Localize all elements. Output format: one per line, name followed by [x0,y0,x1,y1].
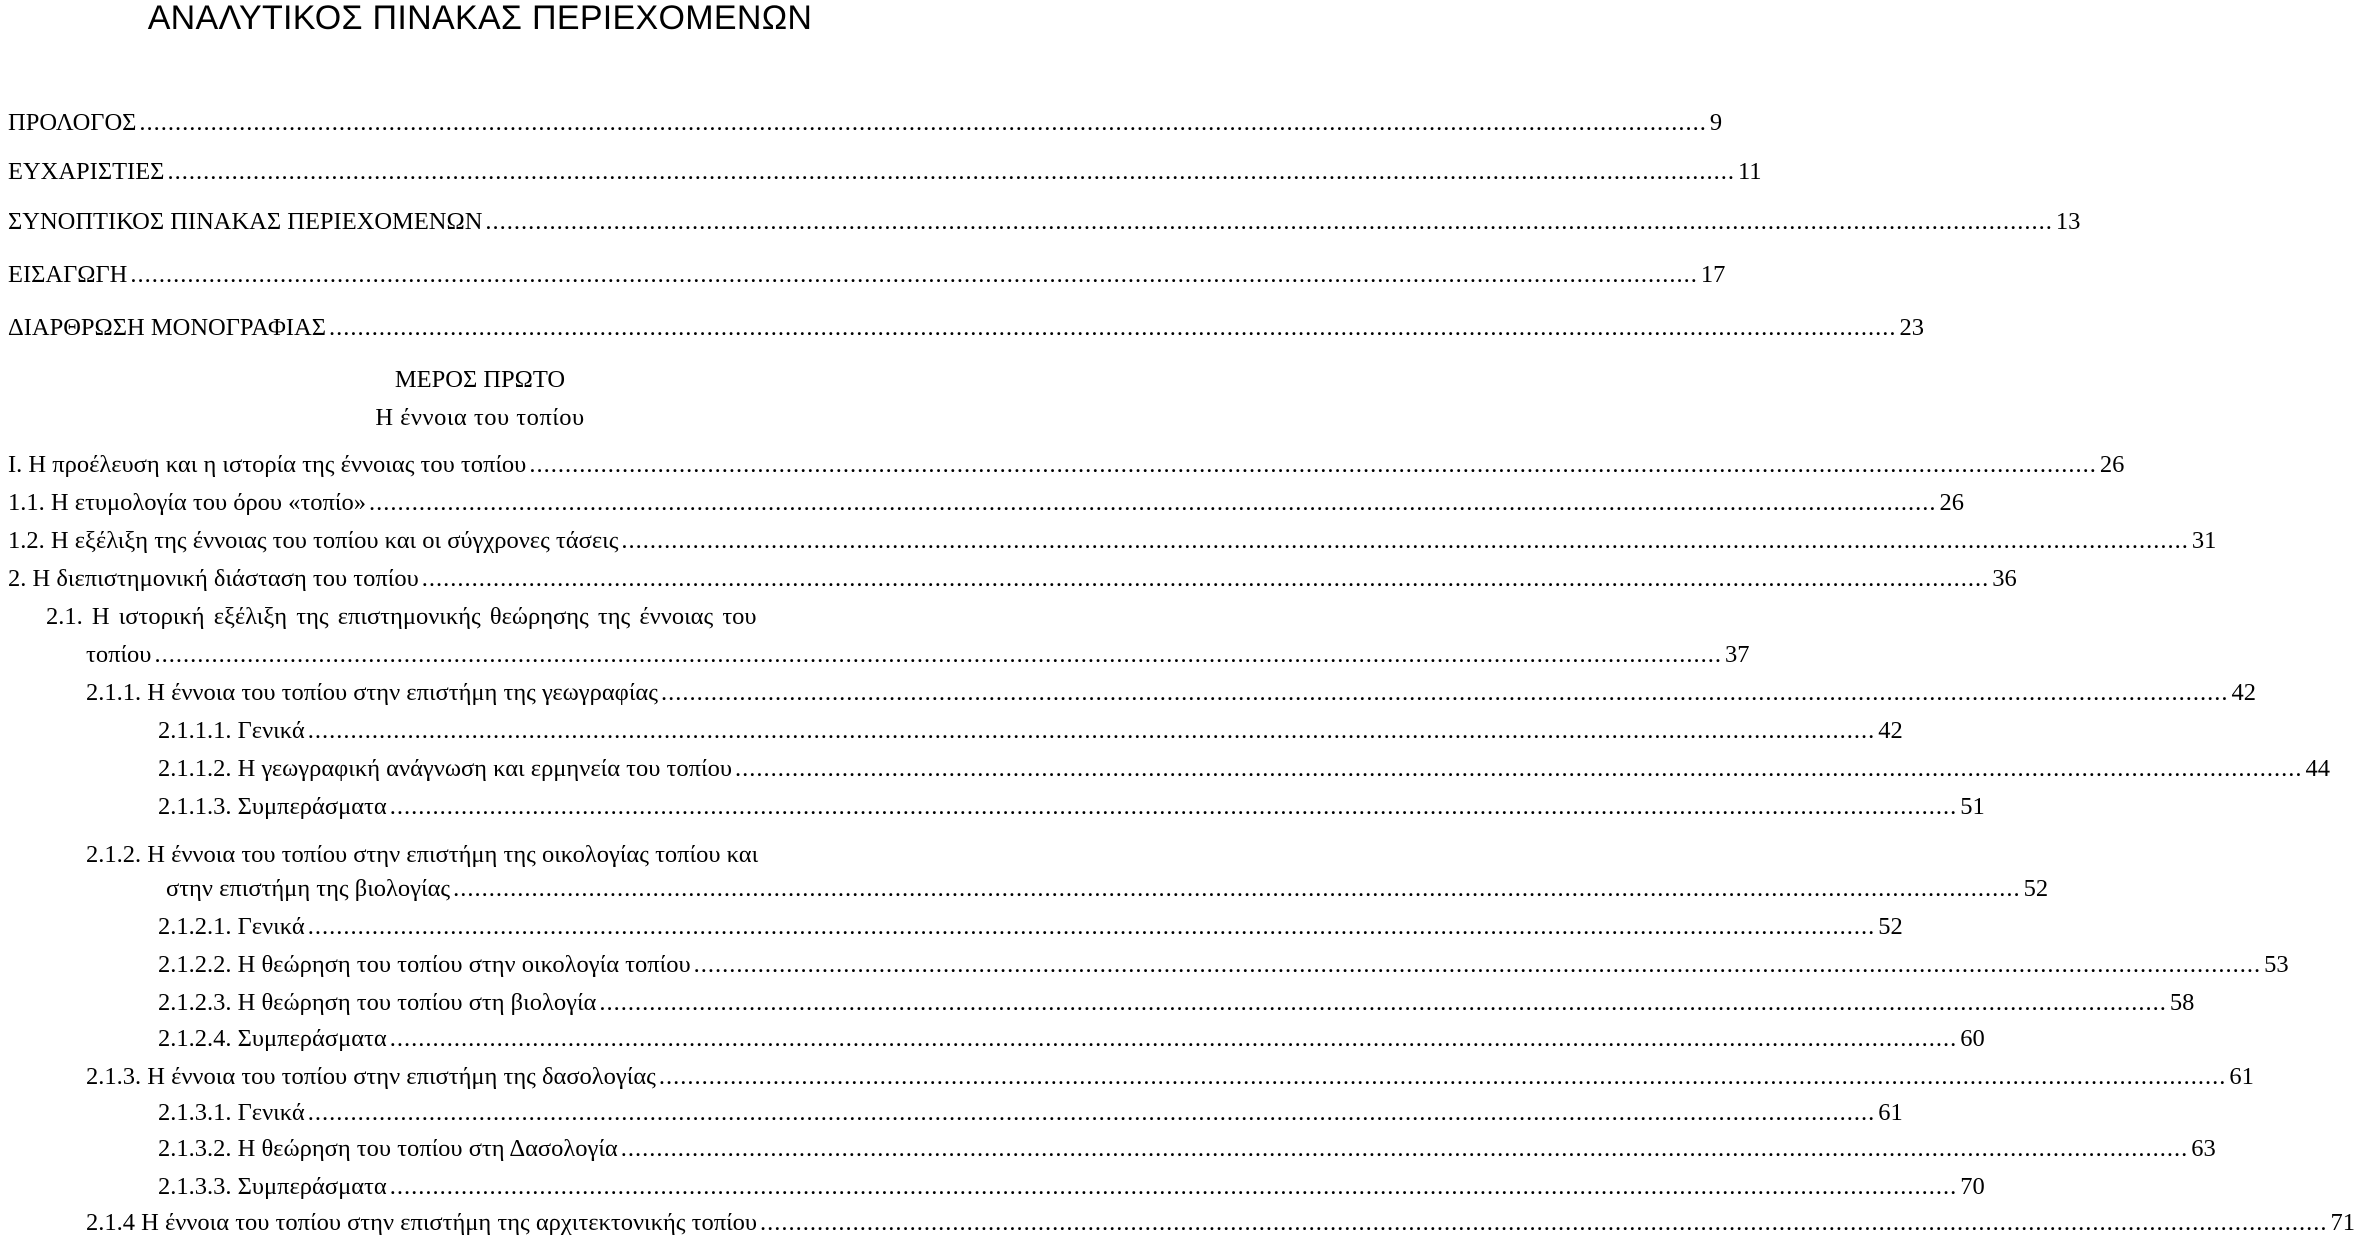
toc-entry[interactable] [8,446,2125,484]
leader-dots: ............................................................................................................................................................................................................................ [599,989,2167,1016]
leader-dots: ............................................................................................................................................................................................................................ [307,717,1876,744]
toc-page-number: 36 [1992,565,2017,592]
toc-entry-label: 2.1.2.2. Η θεώρηση του τοπίου στην οικολογία τοπίου [158,951,691,978]
leader-dots: ............................................................................................................................................................................................................................ [307,913,1876,940]
toc-entry-wrapped-start[interactable] [86,836,880,874]
toc-entry-label: 2.1.1.2. Η γεωγραφική ανάγνωση και ερμηνεία του τοπίου [158,755,732,782]
toc-entry[interactable] [158,946,2289,984]
toc-entry[interactable] [158,1094,1903,1132]
leader-dots: ............................................................................................................................................................................................................................ [485,208,2053,235]
toc-entry[interactable] [158,750,2330,788]
leader-dots: ............................................................................................................................................................................................................................ [760,1209,2328,1236]
toc-entry-label: 2.1.1.3. Συμπεράσματα [158,793,387,820]
toc-page-number: 60 [1960,1025,1985,1052]
toc-page-number: 53 [2264,951,2289,978]
toc-entry[interactable] [158,908,1903,946]
toc-page-number: 58 [2169,989,2195,1016]
toc-entry[interactable] [8,560,2017,598]
leader-dots: ............................................................................................................................................................................................................................ [130,261,1698,288]
page-title: ΑΝΑΛΥΤΙΚΟΣ ΠΙΝΑΚΑΣ ΠΕΡΙΕΧΟΜΕΝΩΝ [147,0,813,37]
toc-entry[interactable] [158,1168,1985,1206]
toc-page-number: 63 [2191,1135,2216,1162]
toc-entry[interactable] [158,984,2195,1022]
toc-entry-structure[interactable] [8,309,1924,347]
toc-page-number: 37 [1724,641,1750,668]
toc-entry[interactable] [8,522,2217,560]
toc-entry[interactable] [158,1020,1985,1058]
toc-entry-label: 2. Η διεπιστημονική διάσταση του τοπίου [8,565,419,592]
toc-entry-label: 2.1.2.4. Συμπεράσματα [158,1025,387,1052]
toc-entry-label: 2.1.3.2. Η θεώρηση του τοπίου στη Δασολογία [158,1135,618,1162]
toc-entry-label: 2.1. Η ιστορική εξέλιξη της επιστημονικής θεώρησης της έννοιας του [46,603,757,630]
toc-entry[interactable] [8,484,1964,522]
leader-dots: ............................................................................................................................................................................................................................ [529,451,2097,478]
toc-page-number: 42 [2231,679,2256,706]
toc-page-number: 13 [2055,208,2081,235]
toc-entry-label: 2.1.2.1. Γενικά [158,913,305,940]
toc-entry-label: ΣΥΝΟΠΤΙΚΟΣ ΠΙΝΑΚΑΣ ΠΕΡΙΕΧΟΜΕΝΩΝ [8,208,483,235]
leader-dots: ............................................................................................................................................................................................................................ [389,793,1958,820]
leader-dots: ............................................................................................................................................................................................................................ [307,1099,1876,1126]
toc-page-number: 51 [1960,793,1985,820]
leader-dots: ............................................................................................................................................................................................................................ [693,951,2262,978]
toc-entry[interactable] [158,1130,2216,1168]
toc-page-number: 61 [1878,1099,1903,1126]
leader-dots: ............................................................................................................................................................................................................................ [389,1025,1958,1052]
toc-entry-label: ΕΙΣΑΓΩΓΗ [8,261,128,288]
toc-page-number: 61 [2229,1063,2254,1090]
toc-entry-prologue[interactable] [8,104,1723,142]
toc-entry-label: στην επιστήμη της βιολογίας [166,875,451,902]
toc-entry-label: Ι. Η προέλευση και η ιστορία της έννοιας του τοπίου [8,451,527,478]
toc-entry-label: 2.1.2. Η έννοια του τοπίου στην επιστήμη της οικολογίας τοπίου και [86,841,759,868]
leader-dots: ............................................................................................................................................................................................................................ [658,1063,2227,1090]
toc-entry-label: 2.1.3. Η έννοια του τοπίου στην επιστήμη της δασολογίας [86,1063,656,1090]
toc-entry-label: 1.1. Η ετυμολογία του όρου «τοπίο» [8,489,366,516]
toc-entry-label: 2.1.4 Η έννοια του τοπίου στην επιστήμη της αρχιτεκτονικής τοπίου [86,1209,758,1236]
toc-page-number: 23 [1899,314,1924,341]
toc-page-number: 52 [1878,913,1903,940]
toc-entry[interactable] [86,1058,2254,1096]
part-subtitle: Η έννοια του τοπίου [375,404,585,431]
toc-page-number: 17 [1700,261,1726,288]
toc-page-number: 11 [1737,158,1762,185]
toc-page-number: 71 [2330,1209,2355,1236]
leader-dots: ............................................................................................................................................................................................................................ [369,489,1937,516]
toc-entry[interactable] [86,1204,2355,1242]
toc-entry-label: 1.2. Η εξέλιξη της έννοιας του τοπίου και οι σύγχρονες τάσεις [8,527,619,554]
toc-entry[interactable] [86,636,1750,674]
toc-page-number: 31 [2191,527,2217,554]
part-heading: ΜΕΡΟΣ ΠΡΩΤΟ [394,366,566,393]
toc-entry-label: ΔΙΑΡΘΡΩΣΗ ΜΟΝΟΓΡΑΦΙΑΣ [8,314,326,341]
leader-dots: ............................................................................................................................................................................................................................ [139,109,1707,136]
leader-dots: ............................................................................................................................................................................................................................ [734,755,2303,782]
toc-entry-summary-contents[interactable] [8,203,2081,241]
toc-page-number: 52 [2023,875,2049,902]
leader-dots: ............................................................................................................................................................................................................................ [421,565,1990,592]
toc-page-number: 26 [1939,489,1964,516]
leader-dots: ............................................................................................................................................................................................................................ [167,158,1735,185]
leader-dots: ............................................................................................................................................................................................................................ [328,314,1897,341]
toc-entry-label: 2.1.1. Η έννοια του τοπίου στην επιστήμη της γεωγραφίας [86,679,658,706]
leader-dots: ............................................................................................................................................................................................................................ [389,1173,1958,1200]
leader-dots: ............................................................................................................................................................................................................................ [620,1135,2189,1162]
toc-entry-introduction[interactable] [8,256,1726,294]
toc-page-number: 9 [1709,109,1723,136]
toc-entry-label: 2.1.1.1. Γενικά [158,717,305,744]
toc-entry[interactable] [158,712,1903,750]
toc-page-number: 26 [2099,451,2125,478]
leader-dots: ............................................................................................................................................................................................................................ [453,875,2021,902]
toc-entry[interactable] [166,870,2049,908]
toc-entry-label: ΠΡΟΛΟΓΟΣ [8,109,137,136]
leader-dots: ............................................................................................................................................................................................................................ [660,679,2229,706]
toc-entry[interactable] [158,788,1985,826]
toc-page-number: 44 [2305,755,2330,782]
toc-entry[interactable] [86,674,2256,712]
toc-entry-label: 2.1.3.3. Συμπεράσματα [158,1173,387,1200]
toc-entry-label: 2.1.3.1. Γενικά [158,1099,305,1126]
toc-page-number: 70 [1960,1173,1985,1200]
toc-entry-label: τοπίου [86,641,152,668]
toc-entry-wrapped-start[interactable] [46,598,880,636]
toc-entry-acknowledgements[interactable] [8,153,1762,191]
toc-entry-label: 2.1.2.3. Η θεώρηση του τοπίου στη βιολογία [158,989,597,1016]
leader-dots: ............................................................................................................................................................................................................................ [154,641,1722,668]
toc-page-number: 42 [1878,717,1903,744]
toc-entry-label: ΕΥΧΑΡΙΣΤΙΕΣ [8,158,165,185]
leader-dots: ............................................................................................................................................................................................................................ [621,527,2189,554]
